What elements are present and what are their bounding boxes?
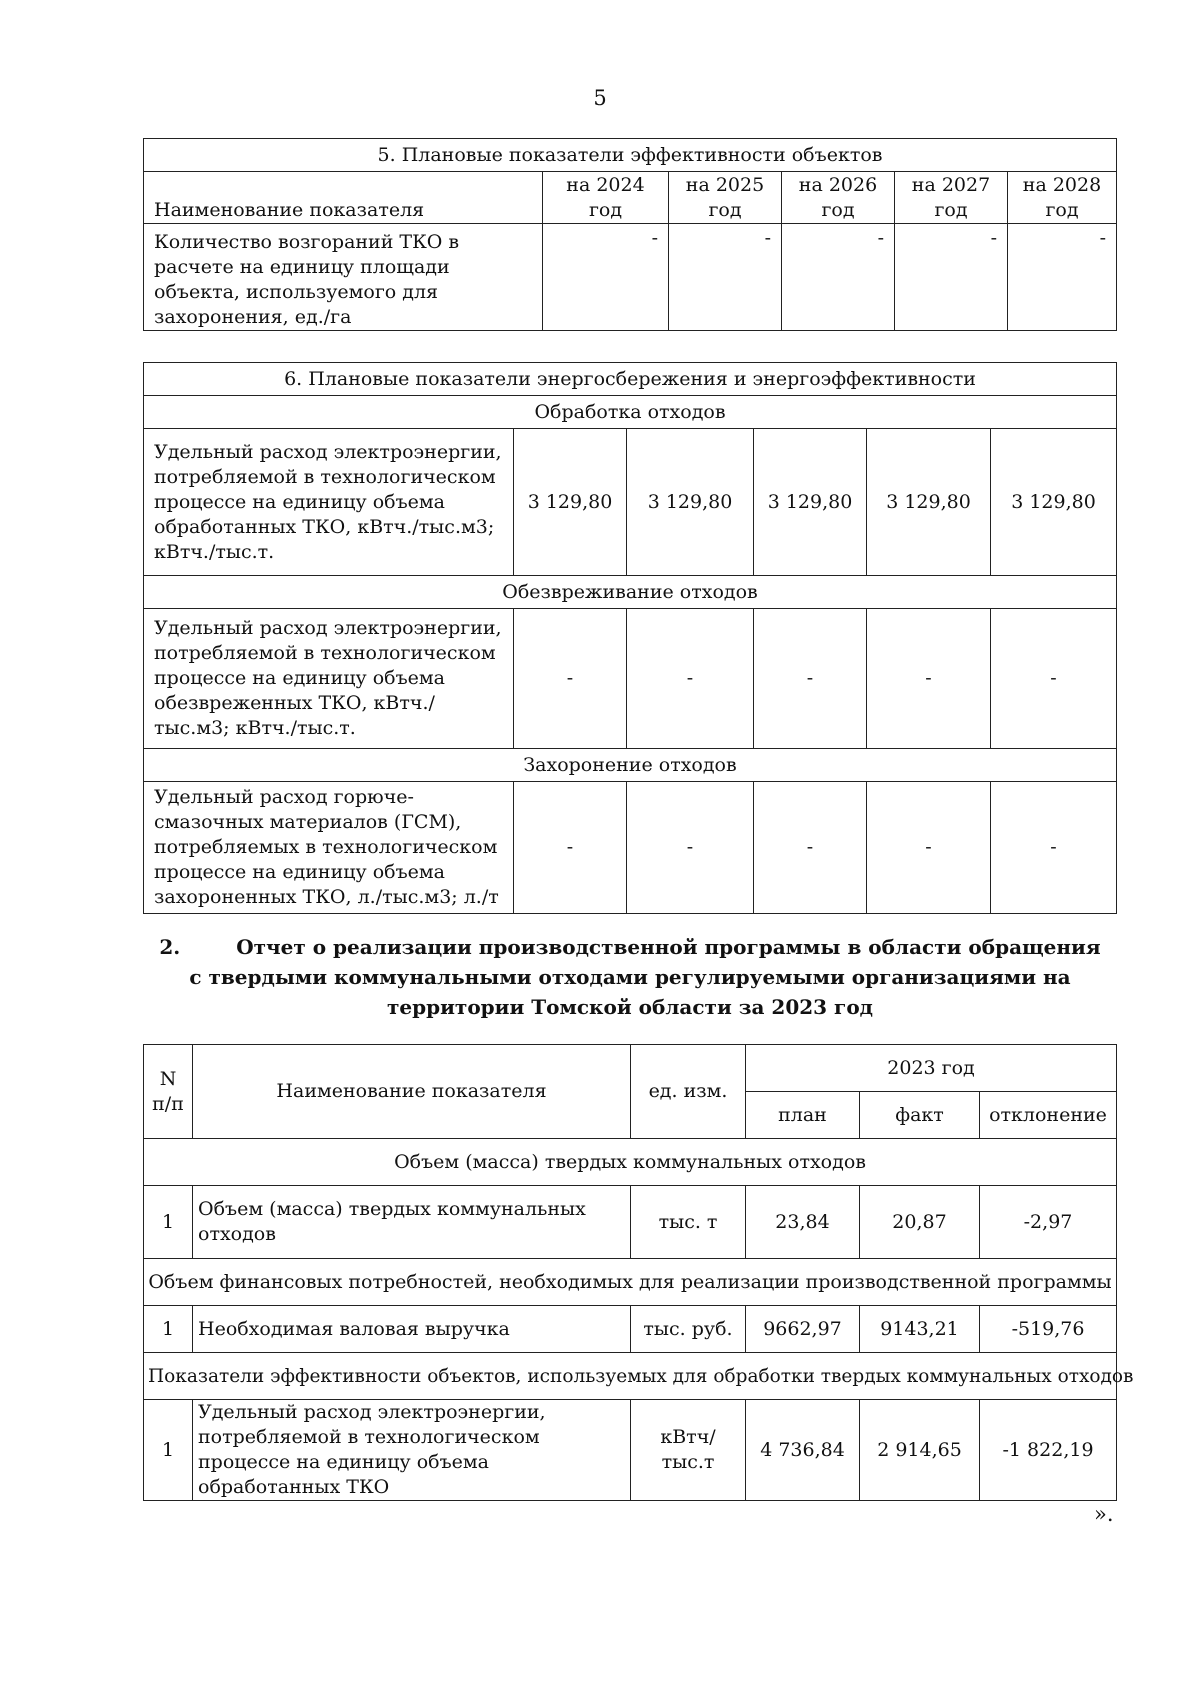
table-title: 5. Плановые показатели эффективности объектов xyxy=(144,139,1117,172)
indicator-value: - xyxy=(867,782,991,914)
section-number: 2. xyxy=(159,935,181,959)
section-title: Отчет о реализации производственной программы в области обращения с твердыми коммунальными отходами регулируемыми организациями на территории Томской области за 2023 год xyxy=(189,935,1101,1019)
indicator-value: 3 129,80 xyxy=(754,429,867,576)
section-heading xyxy=(150,932,1110,1022)
indicator-value: - xyxy=(627,782,754,914)
row-number: 1 xyxy=(144,1186,193,1259)
table-title: 6. Плановые показатели энергосбережения и энергоэффективности xyxy=(144,363,1117,396)
row-number: 1 xyxy=(144,1306,193,1353)
column-header-deviation: отклонение xyxy=(980,1092,1117,1139)
indicator-value: - xyxy=(543,224,669,331)
indicator-value: - xyxy=(514,782,627,914)
column-header-fact: факт xyxy=(860,1092,980,1139)
row-fact: 2 914,65 xyxy=(860,1400,980,1501)
indicator-label: Удельный расход электроэнергии, потребляемой в технологическом процессе на единицу объема обезвреженных ТКО, кВтч./тыс.м3; кВтч./тыс.т. xyxy=(144,609,514,749)
row-number: 1 xyxy=(144,1400,193,1501)
column-header-year: 2023 год xyxy=(746,1045,1117,1092)
row-deviation: -2,97 xyxy=(980,1186,1117,1259)
indicator-value: 3 129,80 xyxy=(627,429,754,576)
row-name: Объем (масса) твердых коммунальных отходов xyxy=(193,1186,631,1259)
row-plan: 9662,97 xyxy=(746,1306,860,1353)
row-fact: 9143,21 xyxy=(860,1306,980,1353)
row-fact: 20,87 xyxy=(860,1186,980,1259)
row-deviation: -519,76 xyxy=(980,1306,1117,1353)
row-name: Необходимая валовая выручка xyxy=(193,1306,631,1353)
indicator-label: Количество возгораний ТКО в расчете на единицу площади объекта, используемого для захоронения, ед./га xyxy=(144,224,543,331)
page-number: 5 xyxy=(593,86,607,110)
indicator-value: - xyxy=(991,609,1117,749)
efficiency-targets-table xyxy=(143,138,1117,331)
row-plan: 4 736,84 xyxy=(746,1400,860,1501)
column-header-plan: план xyxy=(746,1092,860,1139)
indicator-value: - xyxy=(782,224,895,331)
indicator-value: 3 129,80 xyxy=(991,429,1117,576)
indicator-value: 3 129,80 xyxy=(514,429,627,576)
row-unit: тыс. руб. xyxy=(631,1306,746,1353)
column-header-year: на 2026 год xyxy=(782,172,895,224)
indicator-value: - xyxy=(867,609,991,749)
column-header-year: на 2024 год xyxy=(543,172,669,224)
indicator-value: 3 129,80 xyxy=(867,429,991,576)
row-deviation: -1 822,19 xyxy=(980,1400,1117,1501)
group-header: Обработка отходов xyxy=(144,396,1117,429)
closing-quote: ». xyxy=(1094,1502,1114,1526)
indicator-value: - xyxy=(669,224,782,331)
group-header: Обезвреживание отходов xyxy=(144,576,1117,609)
energy-saving-table xyxy=(143,362,1117,914)
program-report-table xyxy=(143,1044,1134,1501)
column-header-name: Наименование показателя xyxy=(193,1045,631,1139)
indicator-value: - xyxy=(627,609,754,749)
group-header: Объем финансовых потребностей, необходимых для реализации производственной программы xyxy=(144,1259,1117,1306)
row-unit: кВтч/тыс.т xyxy=(631,1400,746,1501)
column-header-year: на 2028 год xyxy=(1008,172,1117,224)
indicator-value: - xyxy=(895,224,1008,331)
group-header: Показатели эффективности объектов, используемых для обработки твердых коммунальных отходов xyxy=(144,1353,1117,1400)
indicator-value: - xyxy=(514,609,627,749)
indicator-value: - xyxy=(991,782,1117,914)
indicator-value: - xyxy=(1008,224,1117,331)
indicator-value: - xyxy=(754,609,867,749)
group-header: Захоронение отходов xyxy=(144,749,1117,782)
row-name: Удельный расход электроэнергии, потребляемой в технологическом процессе на единицу объема обработанных ТКО xyxy=(193,1400,631,1501)
column-header-unit: ед. изм. xyxy=(631,1045,746,1139)
row-plan: 23,84 xyxy=(746,1186,860,1259)
column-header-year: на 2027 год xyxy=(895,172,1008,224)
indicator-label: Удельный расход горюче-смазочных материалов (ГСМ), потребляемых в технологическом процессе на единицу объема захороненных ТКО, л./тыс.м3; л./т xyxy=(144,782,514,914)
column-header-year: на 2025 год xyxy=(669,172,782,224)
column-header-num: N п/п xyxy=(144,1045,193,1139)
group-header: Объем (масса) твердых коммунальных отходов xyxy=(144,1139,1117,1186)
indicator-value: - xyxy=(754,782,867,914)
row-unit: тыс. т xyxy=(631,1186,746,1259)
column-header-name: Наименование показателя xyxy=(144,172,543,224)
indicator-label: Удельный расход электроэнергии, потребляемой в технологическом процессе на единицу объема обработанных ТКО, кВтч./тыс.м3; кВтч./тыс.т. xyxy=(144,429,514,576)
